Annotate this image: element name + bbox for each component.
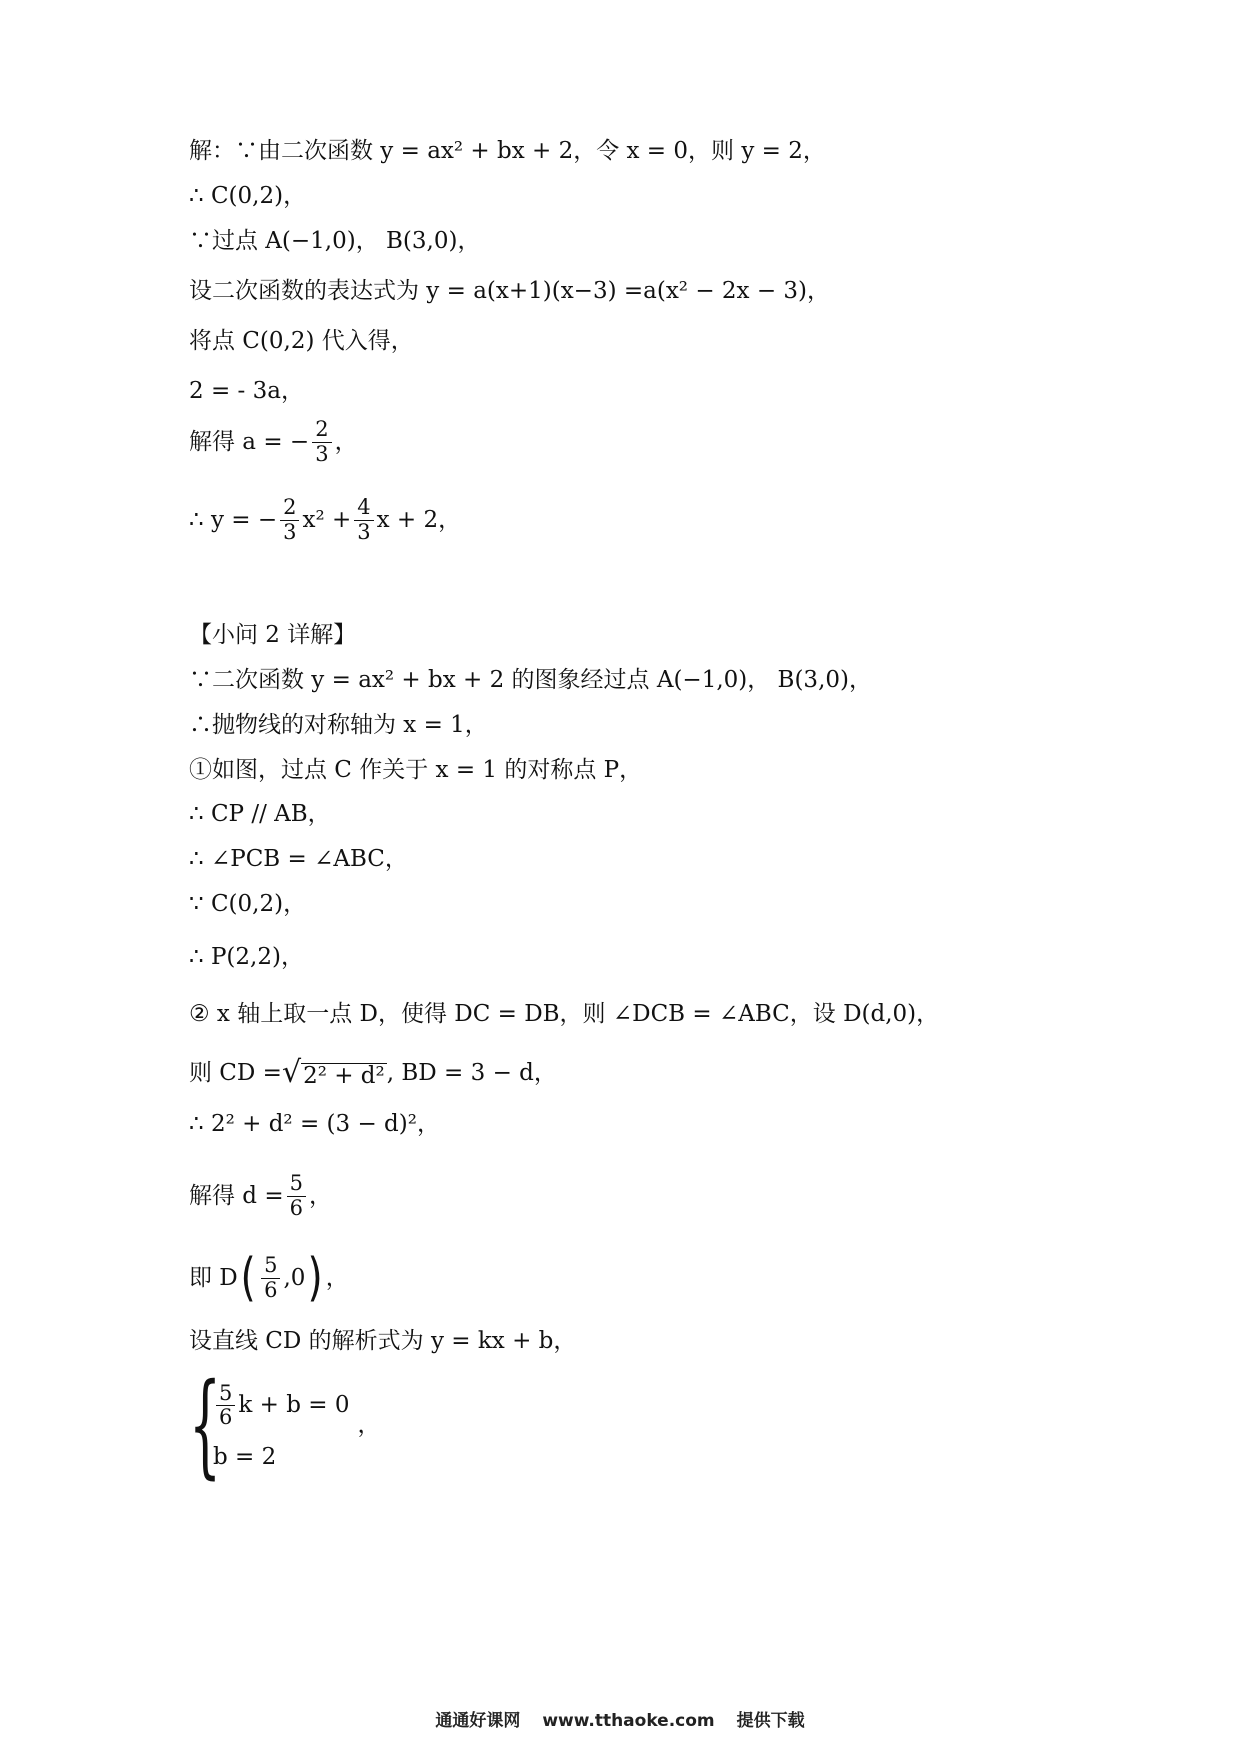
solution-line-6: 2 = - 3a， [189, 378, 304, 404]
radical-sign: √ [281, 1055, 302, 1090]
square-root [281, 1055, 387, 1090]
fraction-d [287, 1172, 306, 1220]
solution-line-15: ∵ C(0,2)， [189, 891, 307, 917]
equation-system [189, 1360, 381, 1490]
section-heading-part-2: 【小问 2 详解】 [189, 622, 357, 648]
line-21-tail: ， [325, 1264, 349, 1291]
left-paren: ( [240, 1248, 256, 1308]
solution-line-18 [189, 1055, 557, 1090]
fraction-k-denominator: 6 [216, 1405, 235, 1430]
fraction-D-numerator: 5 [264, 1252, 278, 1277]
fraction-y1 [280, 496, 299, 544]
solution-line-2: ∴ C(0,2)， [189, 183, 307, 209]
fraction-y2-denominator: 3 [354, 520, 373, 545]
fraction-y1-numerator: 2 [283, 495, 297, 519]
fraction-d-denominator: 6 [287, 1196, 306, 1221]
system-rows [213, 1382, 349, 1469]
fraction-k-numerator: 5 [219, 1380, 233, 1405]
right-paren: ) [307, 1248, 324, 1308]
radicand: 2² + d² [303, 1063, 385, 1089]
solution-line-22: 设直线 CD 的解析式为 y = kx + b， [189, 1328, 577, 1354]
solution-line-10: ∵二次函数 y = ax² + bx + 2 的图象经过点 A(−1,0)， B(3,0)， [189, 667, 872, 693]
fraction-y2-numerator: 4 [357, 495, 371, 519]
solution-line-19: ∴ 2² + d² = (3 − d)²， [189, 1111, 440, 1137]
solution-line-14: ∴ ∠PCB = ∠ABC， [189, 846, 408, 872]
solution-line-3: ∵过点 A(−1,0)， B(3,0)， [189, 228, 481, 254]
footer-url[interactable]: www.tthaoke.com [542, 1711, 715, 1731]
solution-line-4: 设二次函数的表达式为 y = a(x+1)(x−3) =a(x² − 2x − 3)， [189, 278, 831, 304]
solution-line-8 [189, 496, 461, 544]
line-21-text: 即 D [189, 1264, 238, 1291]
solution-line-20 [189, 1172, 332, 1220]
system-row-1-tail: k + b = 0 [238, 1392, 350, 1419]
fraction-a [312, 418, 331, 466]
solution-line-16: ∴ P(2,2)， [189, 944, 304, 970]
line-7-tail: ， [334, 428, 358, 455]
fraction-y1-denominator: 3 [280, 520, 299, 545]
solution-line-12: ①如图，过点 C 作关于 x = 1 的对称点 P， [189, 757, 643, 783]
fraction-y2 [354, 496, 373, 544]
solution-line-7 [189, 418, 358, 466]
line-18-tail: , BD = 3 − d， [386, 1059, 557, 1086]
line-7-text: 解得 a = − [189, 428, 310, 455]
fraction-d-numerator: 5 [289, 1171, 303, 1195]
footer-site-name: 通通好课网 [435, 1711, 521, 1731]
fraction-D-denominator: 6 [261, 1278, 280, 1303]
footer-note: 提供下载 [736, 1711, 805, 1731]
system-tail: ， [357, 1411, 381, 1438]
fraction-D [261, 1254, 280, 1302]
line-20-tail: ， [309, 1182, 332, 1209]
system-row-2: b = 2 [213, 1443, 277, 1470]
line-18-text: 则 CD = [189, 1059, 282, 1086]
solution-line-11: ∴抛物线的对称轴为 x = 1， [189, 712, 488, 738]
system-row-1 [213, 1382, 349, 1430]
line-8-text: ∴ y = − [189, 506, 278, 533]
line-8-mid: x² + [302, 506, 352, 533]
fraction-a-denominator: 3 [312, 442, 331, 467]
solution-line-17: ② x 轴上取一点 D，使得 DC = DB，则 ∠DCB = ∠ABC，设 D(d,0)， [189, 1001, 940, 1027]
line-8-tail: x + 2， [376, 506, 462, 533]
fraction-a-numerator: 2 [315, 417, 329, 441]
solution-line-1: 解：∵由二次函数 y = ax² + bx + 2，令 x = 0，则 y = 2， [189, 138, 826, 164]
line-20-text: 解得 d = [189, 1182, 284, 1209]
left-brace: { [189, 1360, 222, 1490]
solution-line-5: 将点 C(0,2) 代入得， [189, 328, 414, 354]
solution-line-21 [189, 1248, 349, 1308]
system-block [189, 1360, 381, 1490]
solution-line-13: ∴ CP // AB， [189, 801, 331, 827]
page-footer [0, 1706, 1240, 1731]
point-D-rest: ,0 [283, 1264, 306, 1291]
